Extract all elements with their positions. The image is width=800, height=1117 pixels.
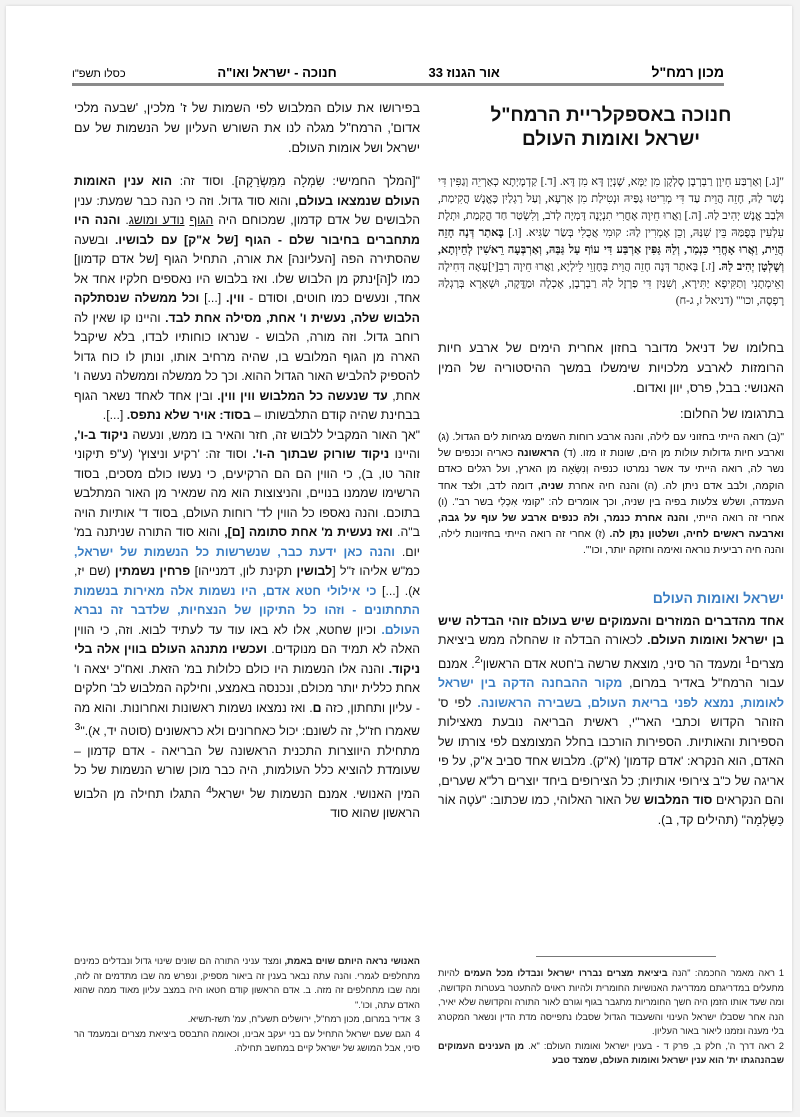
title-line-2: ישראל ואומות העולם — [521, 129, 701, 150]
bold-text: ואז נעשית מ' אחת סתומה [ם], — [224, 525, 393, 539]
bold-text: ניקוד שורוק שבתוך ה-ו'. — [252, 447, 390, 461]
text: ומעמד הר סיני, מוצאת שרשה ב'חטא אדם הראשון' — [480, 656, 746, 671]
section-paragraph — [438, 612, 784, 831]
document-page — [6, 6, 792, 1111]
text: אדיר במרום, מכון רמח"ל, ירושלים תשע"ח, עמ' תשז-תשיא. — [187, 1014, 411, 1024]
text: ראה דרך ה', חלק ב, פרק ד - בענין ישראל ואומות העולם: "א. — [524, 1040, 775, 1051]
text: "(ב) רואה הייתי בחזוני עם לילה, והנה ארבע רוחות השמים מגיחות לים הגדול. (ג) וארבע חיות גדולות עולות מן הים, שונות זו מזו. (ד) — [438, 432, 784, 460]
title-line-1: חנוכה באספקלריית הרמח"ל — [490, 105, 732, 126]
footnote-number: 2 — [778, 1040, 784, 1051]
text: והיינו — [389, 447, 420, 461]
bold-text: הראשונה — [517, 448, 560, 460]
footnote-4 — [74, 1027, 420, 1056]
text: לכאורה הבדלה זו שהחלה ממש ביציאת מצרים — [438, 633, 784, 671]
header-institute: מכון רמח"ל — [651, 64, 724, 80]
text: והוא סוד גדול. וזה כי הנה כבר שמעת: ענין הלבושים של אדם קדמון, שמכוחם היה — [74, 193, 421, 227]
footnotes-left — [74, 954, 420, 1056]
text: [...]. — [102, 408, 127, 422]
footnote-1 — [438, 966, 784, 1039]
header-topic: חנוכה - ישראל ואו"ה — [217, 65, 337, 80]
bold-text: ניקוד ב-ו', — [74, 427, 129, 442]
bold-text: בסוד: אויר שלא נתפס. — [126, 408, 251, 422]
footnote-ref[interactable]: 4 — [206, 784, 212, 796]
text: להיות מתעלים במדריגתם ממדריגת האנושיות החומרית ולהיות ראוים להתעטר בעטרות הקדושה, ומה שעד אותו הזמן היה חשך החומריות מתגבר בגוף וגורם לאור התורה והקדושה שלא יאיר, הנה אחר שסבלו ישראל העינוי והשעבוד הגדול שסבלו נתפייסה מדת הדין ונשאר המקטרג בלי מענה ונזמנו ליאור באור העליון. — [438, 968, 784, 1036]
text: והנה אלו הנשמות היו כולם כלולות במ' הזאת. ואח"כ יצאה ו' אחת כללית יותר מכולם, ונכנסה באמצע, וחילקה המלבוש לב' חלקים - עליון ותחתון, כזה — [74, 661, 421, 715]
left-intro: בפירושו את עולם המלבוש לפי השמות של ז' מלכין, 'שבעה מלכי אדום', הרמח"ל מגלה לנו את השורש העליון של הנשמות של עם ישראל ושל אומות העולם. — [74, 101, 420, 155]
text: "אך האור המקביל ללבוש זה, חזר והאיר בו ממש, ונעשה — [128, 427, 421, 442]
text: והוא סוד התורה שניתנה במ' יום. — [74, 525, 420, 559]
footnote-2-continued — [74, 954, 420, 1012]
text: (ז) אחרי זה רואה הייתי בחזיונות לילה, והנה חיה רביעית נוראה ואימה וחזקה יותר, וכו'". — [438, 529, 784, 557]
footnote-ref[interactable]: 2 — [474, 654, 481, 666]
text: [...] — [199, 291, 227, 305]
bold-text: מן הענינים העמוקים שבהנהגתו ית' הוא ענין ישראל ואומות העולם, שמצד טבע — [438, 1040, 784, 1065]
text: תקינת לון, דמנייהו] — [190, 564, 297, 578]
bold-text: פרחין נשמתין — [114, 564, 191, 578]
aramaic-quote — [438, 174, 784, 310]
bold-text: ווין. — [226, 291, 245, 305]
intro-paragraph: בחלומו של דניאל מדובר בחזון אחרית הימים של ארבע חיות הרומזות לארבע מלכויות שימשלו במשך ההיסטוריה של המין האנושי: בבל, פרס, יוון ואדום. — [438, 341, 784, 395]
left-final-paragraph — [74, 742, 420, 824]
bold-text: עד שנעשה כל המלבוש ווין ווין. — [217, 388, 388, 403]
text: הגם שעם ישראל התחיל עם בני יעקב אבינו, וכאומה התבסס ביציאת מצרים ובמעמד הר סיני, אבל המושג של ישראל קיים במחשב תחילה. — [74, 1028, 420, 1053]
footnote-number: 3 — [414, 1014, 420, 1024]
bold-text: שניה, — [537, 480, 564, 492]
text: ובין אחד לאחד נשאר הגוף בבחינת שהיה קודם התלבשותו – — [74, 388, 420, 422]
bold-text: ביציאת מצרים נבררו ישראל ונבדלו מכל העמים — [464, 968, 668, 978]
text: וסוד זה: 'רקיע וניצוץ' (ע"פ תיקוני זוהר טו, ב), כי הווין הם הם הרקיעים, כי נעשו כולם מסכים, בסוד הרשימו שממנו בנויים, והניצוצות הוא מה שמאיר מן האור המתלבש בתוכם. והנה נאספו כל הווין לד' רוחות העולם, בסוד ד' אותיות הויה ב"ה. — [74, 447, 420, 539]
right-column — [438, 98, 784, 836]
text: "[המלך החמישי: שִׂמְלָה מִמַּשְׂרֵקָה]. וסוד זה: — [172, 174, 420, 188]
text: של האור האלוהי, כמו שכתוב: "עֹטֶה אוֹר כַּשַּׂלְמָה" (תהילים קד, ב). — [438, 793, 784, 827]
text: ובשעה שהסתירה הפה [העליונה] את אורה, התחיל הגוף [של אדם קדמון] כמו ל[ה]ינתק מן הלבוש שלו. ואז בלבוש היו נאספים חלקיו אחד אל אחד, ונעשים כמו חוטים, וסודם - — [74, 232, 421, 305]
bold-text: וכל ממשלה שנסתלקה הלבוש שלה, נעשית ו' אחת, מסילה אחת לבד. — [74, 291, 420, 325]
underlined-text: הגוף — [189, 213, 214, 227]
highlight-text: מקור ההבחנה הדקה בין ישראל לאומות, נמצא לפני בריאת העולם, בשבירה הראשונה. — [438, 676, 784, 710]
quote-bold: בָּאתַר דְּנָה חָזֵה הֲוֵית, וַאֲרוּ אָחֳרִי כִּנְמַר, וְלַהּ גַּפִּין אַרְבַּע דִּי עוֹף עַל גַּבַּהּ, וְאַרְבְּעָה רֵאשִׁין לְחֵיוְתָא, וְשָׁלְטָן יְהִיב לַהּ. — [438, 227, 785, 273]
footnote-ref[interactable]: 1 — [745, 654, 751, 666]
bold-text: אחד מהדברים המוזרים והעמוקים שיש בעולם זוהי הבדלה שיש בן ישראל ואומות העולם. — [438, 613, 784, 648]
highlight-text: כי אילולי חטא אדם, היו נשמות אלה מאירות בנשמות התחתונים - וזהו כל התיקון של הנצחיות, שלדבר זה נברא העולם. — [74, 583, 420, 637]
text: התגלו תחילה מן הלבוש הראשון שהוא סוד — [74, 786, 420, 821]
text: מתחילת היווצרות התכנית הראשונה של הבריאה - אדם קדמון – שעומדת להוציא כלל העולמות, היה כבר מוכן שורש הנשמות של כל המין האנושי. אמנם הנשמות של ישראל — [74, 743, 421, 801]
bold-text: האנושי נראה היותם שוים באמת, — [284, 956, 420, 966]
text: . אמנם עבור הרמח"ל באדיר במרום, — [438, 656, 784, 691]
text: . — [120, 213, 129, 227]
footnote-number: 1 — [778, 968, 784, 978]
footnotes-right — [438, 966, 784, 1068]
underlined-text: נודע ומושג — [128, 213, 185, 227]
footnote-ref[interactable]: 3 — [74, 722, 81, 733]
text: והיינו קו שאין לה רוחב גדול. וזה מורה, הלבוש - שנראו כוחותיו לבדו, בלא שיקבל הארה מן הגוף המלובש בו, שהיה מרחיב אותו, ונותן לו כוח גדול להספיק להלביש האור הגדול ההוא. וכך כל ממשלה וממשלה נעשה ו' אחת, — [74, 310, 421, 403]
text: ראה מאמר החכמה: "הנה — [667, 968, 775, 978]
text: כאריה וכנפים של נשר לה, רואה הייתי עד אשר נמרטו כנפיה וְנִשְּׂאָה מן הארץ, ועל רגלים כאדם הוקמה, ולבב אדם ניתן לה. (ה) והנה חיה אחרת — [438, 448, 784, 492]
quote-text: [ז.] בָּאתַר דְּנָה חָזֵה הֲוֵית בְּחֶזְוֵי לֵילְיָא, וַאֲרוּ חֵיוָה רְבִ[י]עָאָה דְּחִילָה וְאֵימְתָנִי וְתַקִּיפָא יַתִּירָא, וְשִׁנַּיִן דִּי פַרְזֶל לַהּ רַבְרְבָן, אָכְלָה וּמַדֱּקָה, וּשְׁאָרָא בְּרַגְלַהּ רָפְסָה, וכו'" (דניאל ז, ג-ח) — [438, 261, 784, 307]
highlight-text: והנה כאן ידעת כבר, שנשרשות כל הנשמות של ישראל, — [74, 544, 395, 559]
article-title — [438, 104, 784, 152]
footnote-number: 4 — [414, 1028, 420, 1039]
bold-text: והנה אחרת כנמר, ולהּ כנפים ארבע של עוף על גבה, וארבעה ראשים לחיה, ושלטון נִתַּן לה. — [438, 513, 784, 541]
footnote-3 — [74, 1012, 420, 1027]
header-date: כסלו תשפ"ו — [72, 68, 126, 80]
text: כמ"ש אליהו ז"ל [ — [332, 564, 420, 578]
text: וכיון שחטא, אלו לא באו עוד עד לעתיד לבוא. וזה, כי הווין האלה לא תמיד הם מנוקדים. — [74, 622, 420, 656]
bold-text: סוד המלבוש — [643, 793, 713, 808]
bold-text: והנה היו מתחברים בחיבור שלם - הגוף [של א"ק] עם לבושיו. — [74, 213, 420, 247]
translation-quote — [438, 430, 784, 560]
ramchal-quote-2 — [74, 426, 420, 742]
footnote-separator — [536, 956, 716, 957]
bold-text: הוא ענין האומות העולם שנמצאו בעולם, — [74, 174, 420, 208]
text: דומה לדב, ולצד אחד העמדה, ושלש צלעות בפיה בין שניה, וכך אומרים לה: "קומי אִכְלִי בשר רב". (ו) אחרי זה רואה הייתי, — [438, 480, 785, 525]
translation-label: בתרגומו של החלום: — [680, 407, 784, 421]
ramchal-quote — [74, 172, 420, 426]
quote-text: "[ג.] וְאַרְבַּע חֵיוָן רַבְרְבָן סָלְקָן מִן יַמָּא, שָׁנְיָן דָּא מִן דָּא. [ד.] קַדְמָיְתָא כְאַרְיֵה וְגַפִּין דִּי נְשַׁר לַהּ, חָזֵה הֲוֵית עַד דִּי מְרִיטוּ גַפַּיהּ וּנְטִילַת מִן אַרְעָא, וְעַל רַגְלַיִן כֶּאֱנָשׁ הֳקִימַת, וּלְבַב אֱנָשׁ יְהִיב לַהּ. [ה.] וַאֲרוּ חֵיוָה אָחֳרִי תִנְיָנָה דָּמְיָה לְדֹב, וְלִשְׂטַר חַד הֳקִמַת, וּתְלָת עִלְעִין בְּפֻמַּהּ בֵּין שִׁנַּהּ, וְכֵן אָמְרִין לַהּ: קוּמִי אֲכֻלִי בְּשַׂר שַׂגִּיא. [ו.] — [438, 176, 784, 239]
footnote-2 — [438, 1039, 784, 1068]
header-journal: אור הגנוז 33 — [428, 65, 500, 80]
text: . ואז נמצאו נשמות ראשונות ואחרונות. והוא מה שאמרו חז"ל, זה לשונם: יכול כאחרונים ולא כראשונים (סוטה יד, א)." — [74, 700, 420, 739]
bold-text: ועכשיו מתנהג העולם בווין אלה בלי ניקוד. — [74, 642, 420, 676]
text: ומצד עניני התורה הם שונים שינוי גדול ונבדלים כמינים מתחלפים לגמרי. והנה עתה נבאר בענין זה ביאור מספיק, ונפרש מה שבו מתדמים זה לזה, ומה שבו מתחלפים זה מזה. ב. אדם הראשון קודם חטאו היה במצב עליון מאוד ממה שהוא האדם עתה, וכו'." — [74, 956, 420, 1010]
text: לפי ס' הזוהר הקדוש וכתבי האר"י, ראשית הבריאה נובעת מאצילות הספירות והאותיות. הספירות הורכבו בחלל המצומצם לפי צורתו של האדם, הוא הנקרא: 'אדם קדמון' (א"ק). מלבוש אחד סביב א"ק, על פי אריגה של כ"ב צירופי אותיות; כל הצירופים ביחד יוצרים רל"א שערים, והם הנקראים — [438, 695, 785, 808]
running-header — [72, 58, 724, 86]
text: (שם יז, א). [...] — [74, 564, 421, 598]
left-column — [74, 98, 420, 830]
letter-glyph: ם — [312, 700, 322, 715]
section-heading: ישראל ואומות העולם — [652, 589, 784, 606]
bold-text: לבושין — [296, 564, 333, 578]
